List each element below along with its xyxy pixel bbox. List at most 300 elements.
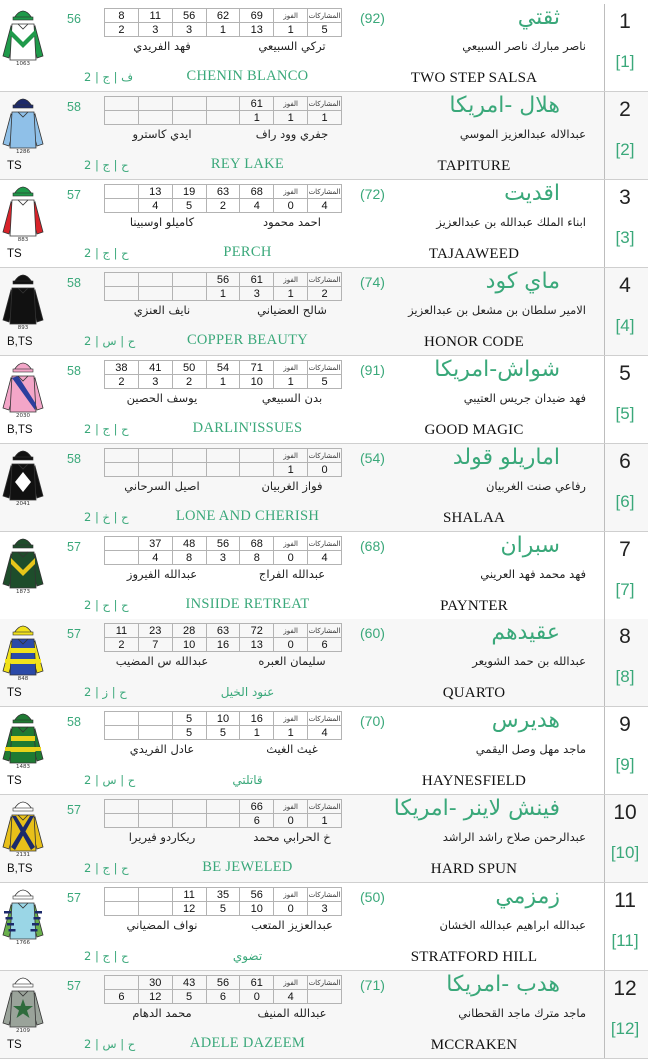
stats-cell [206,449,240,463]
weight: 57 [67,891,81,905]
runner-row [0,883,648,971]
stats-cell: 10 [240,902,274,916]
stats-cell [105,449,139,463]
runner-number: 1 [619,10,631,33]
horse-name-english: PAYNTER [440,598,508,614]
stats-cell: 3 [308,902,342,916]
draw-number: [11] [611,931,639,950]
stats-cell: 4 [308,199,342,213]
stats-cell: 50 [172,361,206,375]
column-divider [604,356,605,444]
jockey-silk-icon [0,94,46,158]
stats-row-bottom [105,463,342,477]
jockey-silk-icon [0,6,46,70]
horse-name-arabic: عقيدهم [491,620,560,645]
stats-cell: 5 [206,902,240,916]
stats-cell [308,990,342,1004]
runs-header: المشاركات [308,185,342,199]
stats-cell: 2 [105,375,139,389]
jockey-silk-icon [0,973,46,1037]
stats-cell [172,273,206,287]
stats-row-top [105,449,342,463]
stats-cell: 3 [206,551,240,565]
stats-cell [105,97,139,111]
stats-cell [105,814,139,828]
stats-cell: 11 [105,624,139,638]
horse-name-arabic: شواش-امريكا [434,357,560,382]
horse-codes: ح | ج | 2 [84,158,129,172]
stats-cell: 2 [308,287,342,301]
stats-row-bottom [105,111,342,125]
stats-cell [172,800,206,814]
form-stats-table [104,272,342,301]
stats-cell: 12 [172,902,206,916]
horse-codes: ح | س | 2 [84,773,136,787]
wins-header: الفوز [274,712,308,726]
trainer-name: شالح العضياني [257,303,327,317]
trainer-name: غيث الغيث [266,742,318,756]
column-divider [604,883,605,971]
runner-row [0,356,648,444]
trainer-name: احمد محمود [263,215,321,229]
jockey-silk-icon [0,621,46,685]
jockey-name: عبدالله س المضيب [115,654,209,668]
owner-name: عبدالرحمن صلاح راشد الراشد [442,830,586,844]
weight: 58 [67,276,81,290]
stats-cell [105,185,139,199]
gear-equipment: B,TS [7,336,33,348]
runner-number: 10 [613,801,637,824]
runner-row [0,619,648,707]
column-divider [604,92,605,180]
stats-cell [138,111,172,125]
weight: 58 [67,100,81,114]
runner-number: 2 [619,98,631,121]
runs-header: المشاركات [308,888,342,902]
draw-number: [8] [615,667,635,686]
owner-name: عبدالله بن حمد الشويعر [472,654,586,668]
runs-header: المشاركات [308,800,342,814]
form-stats-table [104,975,342,1004]
sire-name: تضوي [232,949,263,963]
stats-cell: 48 [172,537,206,551]
weight: 57 [67,627,81,641]
stats-cell [105,712,139,726]
wins-header: الفوز [274,361,308,375]
jockey-name: اصيل السرحاني [124,479,200,493]
horse-name-english: GOOD MAGIC [424,422,524,438]
owner-name: رفاعي صنت الغربيان [485,479,586,493]
stats-cell: 1 [274,726,308,740]
stats-cell: 2 [206,199,240,213]
stats-cell [206,800,240,814]
stats-cell: 63 [206,624,240,638]
rating: (54) [360,450,385,466]
silk-number: 893 [17,325,29,331]
silk-number: 1286 [16,149,30,155]
stats-cell: 10 [206,712,240,726]
runs-header: المشاركات [308,97,342,111]
stats-cell [138,814,172,828]
stats-cell: 0 [274,199,308,213]
stats-row-top [105,97,342,111]
stats-cell: 1 [206,23,240,37]
runs-header: المشاركات [308,449,342,463]
runs-header: المشاركات [308,976,342,990]
jockey-name: محمد الدهام [132,1006,192,1020]
stats-cell [138,726,172,740]
column-divider [604,971,605,1059]
horse-name-english: TAPITURE [437,158,511,174]
stats-cell: 0 [274,551,308,565]
stats-row-top [105,273,342,287]
stats-cell: 0 [274,902,308,916]
horse-name-english: TWO STEP SALSA [410,70,538,86]
stats-cell [172,287,206,301]
wins-header: الفوز [274,273,308,287]
stats-row-bottom [105,814,342,828]
stats-cell: 1 [308,111,342,125]
horse-name-english: TAJAAWEED [428,246,520,262]
stats-cell: 61 [240,273,274,287]
stats-cell: 3 [240,287,274,301]
rating: (92) [360,10,385,26]
form-stats-table [104,448,342,477]
stats-cell: 54 [206,361,240,375]
stats-cell: 2 [105,23,139,37]
stats-cell: 13 [240,638,274,652]
stats-cell: 0 [274,814,308,828]
wins-header: الفوز [274,97,308,111]
sire-name: CHENIN BLANCO [186,68,309,84]
stats-cell: 41 [138,361,172,375]
jockey-name: عادل الفريدي [129,742,195,756]
stats-row-top [105,361,342,375]
jockey-silk-icon [0,182,46,246]
stats-cell: 1 [274,375,308,389]
runs-header: المشاركات [308,624,342,638]
gear-equipment: B,TS [7,863,33,875]
rating: (74) [360,274,385,290]
gear-equipment: TS [7,160,22,172]
stats-cell: 6 [308,638,342,652]
stats-row-top [105,9,342,23]
owner-name: الامير سلطان بن مشعل بن عبدالعزيز [408,303,586,317]
weight: 58 [67,364,81,378]
stats-row-bottom [105,375,342,389]
stats-cell [172,463,206,477]
form-stats-table [104,799,342,828]
stats-cell [172,814,206,828]
silk-number: 883 [17,237,29,243]
stats-cell: 5 [172,199,206,213]
stats-cell: 6 [105,990,139,1004]
jockey-name: كاميلو اوسبينا [129,215,195,229]
stats-cell [138,800,172,814]
trainer-name: سليمان العبره [258,654,326,668]
jockey-name: ايدي كاسترو [132,127,192,141]
horse-name-arabic: اماريلو قولد [452,445,560,470]
rating: (91) [360,362,385,378]
horse-name-arabic: فينش لاينر -امريكا [393,796,560,821]
draw-number: [4] [615,316,635,335]
runner-row [0,532,648,620]
sire-name: BE JEWELED [202,859,293,875]
stats-cell: 0 [274,638,308,652]
horse-name-arabic: هلال -امريكا [449,93,560,118]
sire-name: INSIIDE RETREAT [185,596,310,612]
owner-name: ماجد مهل وصل اليقمي [475,742,586,756]
jockey-silk-icon [0,797,46,861]
wins-header: الفوز [274,537,308,551]
stats-cell: 11 [172,888,206,902]
stats-cell: 43 [172,976,206,990]
stats-cell: 56 [206,537,240,551]
form-stats-table [104,184,342,213]
stats-cell: 35 [206,888,240,902]
wins-header: الفوز [274,449,308,463]
draw-number: [2] [615,140,635,159]
stats-cell: 13 [240,23,274,37]
silk-number: 1766 [16,940,30,946]
stats-cell: 66 [240,800,274,814]
jockey-silk-icon [0,709,46,773]
trainer-name: عبدالعزيز المتعب [251,918,333,932]
runner-row [0,4,648,92]
stats-cell [105,551,139,565]
horse-name-english: HARD SPUN [430,861,518,877]
weight: 57 [67,979,81,993]
stats-cell: 61 [240,976,274,990]
rating: (72) [360,186,385,202]
jockey-silk-icon [0,534,46,598]
stats-cell [138,287,172,301]
horse-name-arabic: هديرس [491,708,560,733]
horse-name-arabic: سبران [500,533,560,558]
stats-row-bottom [105,23,342,37]
jockey-silk-icon [0,358,46,422]
stats-cell [105,537,139,551]
stats-row-top [105,537,342,551]
runner-number: 5 [619,362,631,385]
silk-number: 2131 [16,852,30,858]
silk-number: 2041 [16,501,30,507]
stats-row-bottom [105,902,342,916]
stats-cell: 11 [138,9,172,23]
runner-row [0,707,648,795]
silk-number: 848 [17,676,29,682]
stats-cell: 56 [206,976,240,990]
stats-cell [138,97,172,111]
silk-number: 2109 [16,1028,30,1034]
weight: 58 [67,715,81,729]
runner-number: 3 [619,186,631,209]
stats-cell: 1 [274,287,308,301]
stats-cell [105,199,139,213]
column-divider [604,532,605,620]
stats-row-top [105,712,342,726]
stats-cell: 10 [172,638,206,652]
stats-cell: 56 [172,9,206,23]
stats-cell [105,111,139,125]
wins-header: الفوز [274,624,308,638]
jockey-name: ريكاردو فيريرا [128,830,196,844]
jockey-silk-icon [0,270,46,334]
rating: (70) [360,713,385,729]
sire-name: DARLIN'ISSUES [192,420,303,436]
runs-header: المشاركات [308,273,342,287]
stats-cell: 1 [274,463,308,477]
silk-number: 2030 [16,413,30,419]
stats-cell: 19 [172,185,206,199]
horse-codes: ح | ج | 2 [84,861,129,875]
horse-codes: ح | س | 2 [84,334,136,348]
horse-name-arabic: ثقتي [517,5,560,30]
stats-cell: 3 [138,375,172,389]
trainer-name: خ الحرابي محمد [253,830,331,844]
trainer-name: تركي السبيعي [258,39,326,53]
trainer-name: فواز الغربيان [261,479,323,493]
jockey-silk-icon [0,885,46,949]
stats-row-top [105,624,342,638]
stats-cell: 28 [172,624,206,638]
column-divider [604,4,605,92]
sire-name: LONE AND CHERISH [175,508,320,524]
form-stats-table [104,96,342,125]
draw-number: [7] [615,580,635,599]
sire-name: PERCH [223,244,272,260]
horse-name-english: QUARTO [442,685,506,701]
trainer-name: عبدالله المنيف [257,1006,327,1020]
stats-cell: 2 [105,638,139,652]
stats-cell: 6 [240,814,274,828]
owner-name: ابناء الملك عبدالله بن عبدالعزيز [436,215,586,229]
runner-number: 7 [619,538,631,561]
draw-number: [9] [615,755,635,774]
runner-number: 12 [613,977,637,1000]
stats-cell: 61 [240,97,274,111]
wins-header: الفوز [274,9,308,23]
stats-cell [240,449,274,463]
stats-cell: 68 [240,537,274,551]
jockey-name: عبدالله الفيروز [126,567,198,581]
runner-row [0,444,648,532]
stats-row-bottom [105,199,342,213]
gear-equipment: TS [7,248,22,260]
stats-cell: 4 [138,199,172,213]
stats-cell: 37 [138,537,172,551]
stats-cell [105,463,139,477]
stats-cell: 30 [138,976,172,990]
horse-name-english: HAYNESFIELD [421,773,527,789]
stats-cell: 23 [138,624,172,638]
stats-row-top [105,888,342,902]
form-stats-table [104,536,342,565]
stats-cell: 5 [172,712,206,726]
stats-cell: 10 [240,375,274,389]
runner-number: 9 [619,713,631,736]
stats-cell [105,273,139,287]
stats-cell: 6 [206,990,240,1004]
owner-name: فهد محمد فهد العريني [480,567,586,581]
horse-codes: ح | س | 2 [84,1037,136,1051]
stats-cell: 13 [138,185,172,199]
rating: (71) [360,977,385,993]
jockey-name: فهد الفريدي [133,39,191,53]
draw-number: [3] [615,228,635,247]
sire-name: REY LAKE [210,156,285,172]
horse-name-arabic: ماي كود [485,269,560,294]
horse-codes: ح | خ | 2 [84,510,129,524]
horse-name-arabic: زمزمي [495,884,560,909]
jockey-name: نايف العنزي [133,303,191,317]
trainer-name: عبدالله الفراج [258,567,326,581]
horse-codes: ح | ز | 2 [84,685,127,699]
stats-cell: 4 [274,990,308,1004]
stats-cell: 68 [240,185,274,199]
stats-cell: 1 [206,375,240,389]
owner-name: عبدالاله عبدالعزيز الموسي [459,127,586,141]
stats-cell [138,902,172,916]
stats-cell [105,287,139,301]
weight: 58 [67,452,81,466]
stats-cell: 0 [308,463,342,477]
column-divider [604,707,605,795]
form-stats-table [104,8,342,37]
stats-cell: 5 [308,375,342,389]
stats-cell [138,273,172,287]
horse-name-english: MCCRAKEN [430,1037,518,1053]
stats-row-top [105,976,342,990]
draw-number: [6] [615,492,635,511]
column-divider [604,619,605,707]
stats-cell [172,111,206,125]
silk-number: 1063 [16,61,30,67]
gear-equipment: TS [7,775,22,787]
stats-cell: 12 [138,990,172,1004]
stats-cell: 69 [240,9,274,23]
gear-equipment: TS [7,1039,22,1051]
stats-cell: 5 [172,726,206,740]
runner-row [0,971,648,1059]
stats-cell: 0 [240,990,274,1004]
weight: 57 [67,803,81,817]
gear-equipment: B,TS [7,424,33,436]
form-stats-table [104,887,342,916]
horse-codes: ح | ج | 2 [84,246,129,260]
stats-cell: 1 [308,814,342,828]
stats-cell: 3 [172,23,206,37]
stats-cell [138,712,172,726]
column-divider [604,444,605,532]
stats-cell [138,888,172,902]
horse-codes: ف | ج | 2 [84,70,134,84]
wins-header: الفوز [274,800,308,814]
stats-cell: 4 [138,551,172,565]
column-divider [604,268,605,356]
silk-number: 1483 [16,764,30,770]
stats-cell [105,800,139,814]
horse-name-arabic: هدب -امريكا [446,972,560,997]
runner-number: 8 [619,625,631,648]
column-divider [604,795,605,883]
weight: 57 [67,188,81,202]
stats-row-top [105,185,342,199]
form-stats-table [104,623,342,652]
jockey-silk-icon [0,446,46,510]
stats-cell: 8 [240,551,274,565]
horse-codes: ح | ح | 2 [84,598,129,612]
